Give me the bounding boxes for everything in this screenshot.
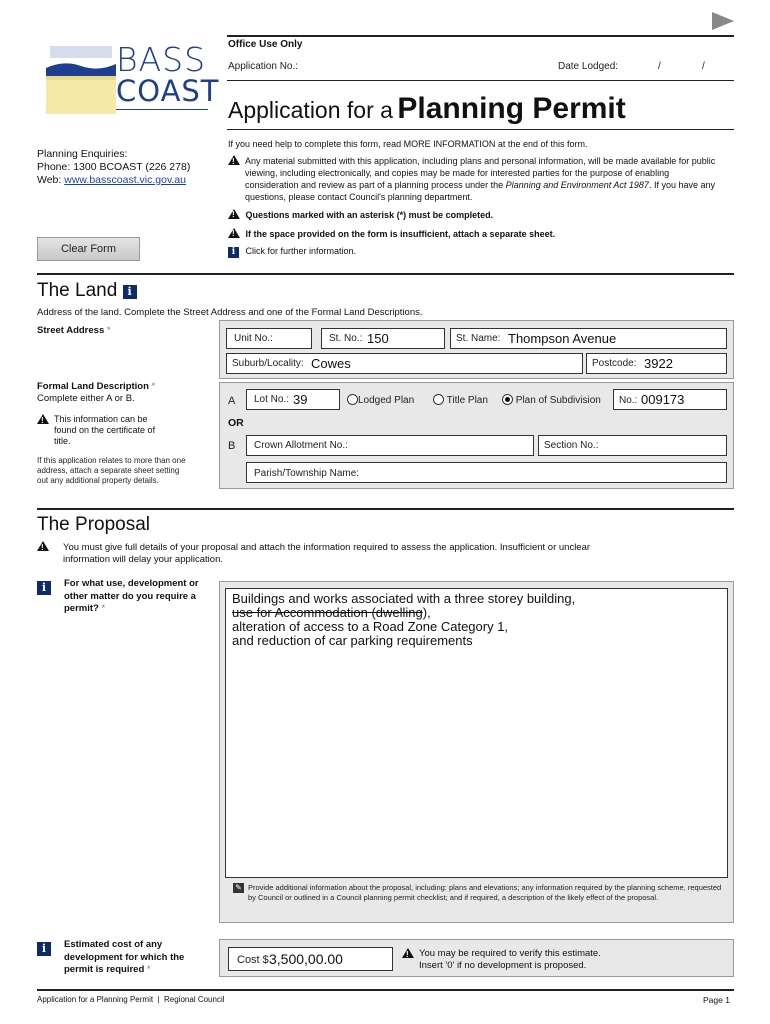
postcode-field[interactable] bbox=[586, 353, 727, 374]
lot-no-field[interactable] bbox=[246, 389, 340, 410]
radio-icon[interactable] bbox=[347, 394, 358, 405]
plan-no-label: No.: bbox=[619, 395, 638, 406]
title-main: Planning Permit bbox=[397, 92, 626, 125]
warning-icon bbox=[228, 228, 240, 238]
warning-icon bbox=[228, 155, 240, 165]
warning-icon bbox=[402, 948, 414, 958]
land-title-text: The Land bbox=[37, 280, 118, 301]
proposal-textarea[interactable] bbox=[225, 588, 728, 878]
plan-no-value: 009173 bbox=[641, 392, 685, 407]
privacy-text-end: . If you have any questions, please contact Council's planning department. bbox=[245, 180, 715, 202]
enquiries-phone: Phone: 1300 BCOAST (226 278) bbox=[37, 161, 191, 173]
date-separator: / bbox=[658, 61, 661, 72]
postcode-label: Postcode: bbox=[592, 358, 637, 369]
help-text: If you need help to complete this form, read MORE INFORMATION at the end of this form. bbox=[228, 139, 588, 149]
cost-field[interactable] bbox=[228, 947, 393, 971]
web-label: Web: bbox=[37, 174, 62, 186]
parish-label: Parish/Township Name: bbox=[254, 468, 360, 479]
suburb-field[interactable] bbox=[226, 353, 583, 374]
logo-emblem-icon bbox=[46, 42, 116, 114]
multiple-address-note: If this application relates to more than one address, attach a separate sheet setting out any additional property details. bbox=[37, 456, 186, 485]
postcode-value: 3922 bbox=[644, 356, 673, 371]
cost-question-text: Estimated cost of any development for which the permit is required bbox=[64, 939, 185, 975]
info-icon[interactable]: i bbox=[37, 581, 51, 595]
cost-label: Cost $ bbox=[237, 954, 269, 966]
use-question-text: For what use, development or other matter do you require a permit? bbox=[64, 578, 199, 614]
enquiries-heading: Planning Enquiries: bbox=[37, 148, 128, 160]
parish-township-field[interactable] bbox=[246, 462, 727, 483]
click-info-text: Click for further information. bbox=[245, 246, 357, 256]
radio-selected-icon[interactable] bbox=[502, 394, 513, 405]
logo-text-bass: BASS bbox=[116, 40, 207, 79]
asterisk-text: Questions marked with an asterisk (*) must be completed. bbox=[245, 210, 494, 220]
unit-no-field[interactable] bbox=[226, 328, 312, 349]
cost-value: 3,500,00.00 bbox=[269, 951, 343, 967]
title-prefix: Application for a bbox=[228, 97, 393, 123]
required-marker: * bbox=[106, 325, 111, 336]
radio-icon[interactable] bbox=[433, 394, 444, 405]
st-name-label: St. Name: bbox=[456, 333, 501, 344]
land-section-title bbox=[37, 280, 137, 302]
privacy-notice bbox=[228, 155, 728, 202]
office-use-title: Office Use Only bbox=[228, 39, 303, 50]
proposal-line-3: alteration of access to a Road Zone Category 1, bbox=[232, 619, 509, 634]
crown-allotment-field[interactable] bbox=[246, 435, 534, 456]
proposal-warning bbox=[37, 541, 637, 565]
street-name-field[interactable] bbox=[450, 328, 727, 349]
or-label: OR bbox=[228, 417, 244, 429]
required-marker: * bbox=[101, 603, 106, 614]
option-a-label: A bbox=[228, 395, 236, 407]
website-link[interactable]: www.basscoast.vic.gov.au bbox=[64, 174, 187, 186]
proposal-line-1: Buildings and works associated with a three storey building, bbox=[232, 591, 576, 606]
additional-info-text: Provide additional information about the proposal, including: plans and elevations; any information required by the planning scheme, requested by Council or outlined in a Council planning permit checklist; and if required, a description of the likely effect of the proposal. bbox=[248, 883, 722, 902]
verify-note bbox=[402, 948, 601, 971]
info-icon[interactable]: i bbox=[228, 247, 239, 258]
street-label-text: Street Address bbox=[37, 325, 105, 336]
suburb-value: Cowes bbox=[311, 356, 351, 371]
formal-label-text: Formal Land Description bbox=[37, 381, 149, 392]
land-description: Address of the land. Complete the Street Address and one of the Formal Land Descriptions. bbox=[37, 307, 423, 318]
act-name: Planning and Environment Act 1987 bbox=[505, 180, 649, 190]
warning-icon bbox=[37, 541, 49, 551]
warning-icon bbox=[37, 414, 49, 424]
asterisk-notice bbox=[228, 209, 493, 220]
space-text: If the space provided on the form is insufficient, attach a separate sheet. bbox=[245, 229, 556, 239]
lodged-plan-label: Lodged Plan bbox=[358, 395, 415, 406]
clear-form-button[interactable]: Clear Form bbox=[37, 237, 140, 261]
logo-text-coast: COAST bbox=[116, 74, 220, 108]
verify-text-2: Insert '0' if no development is proposed. bbox=[419, 960, 587, 971]
date-lodged-label: Date Lodged: bbox=[558, 61, 619, 72]
st-no-value: 150 bbox=[367, 331, 389, 346]
certificate-note-text: This information can be found on the certificate of title. bbox=[54, 414, 156, 446]
bass-coast-logo bbox=[38, 38, 220, 118]
unit-label: Unit No.: bbox=[234, 333, 273, 344]
certificate-note bbox=[37, 414, 167, 446]
lodged-plan-radio[interactable] bbox=[347, 394, 414, 406]
street-address-label bbox=[37, 325, 111, 336]
title-plan-radio[interactable] bbox=[433, 394, 488, 406]
section-label: Section No.: bbox=[544, 440, 599, 451]
privacy-text: Any material submitted with this application, including plans and personal information, will be made available for public viewing, including electronically, and copies may be made for interested parties for the purpose of enabling consideration and review as part of a planning process under the bbox=[245, 156, 716, 190]
application-no-label: Application No.: bbox=[228, 61, 299, 72]
info-notice[interactable] bbox=[228, 246, 356, 258]
info-icon[interactable]: i bbox=[123, 285, 137, 299]
proposal-line-2-struck: use for Accommodation (dwelling bbox=[232, 605, 423, 620]
next-page-icon[interactable] bbox=[712, 12, 734, 30]
plan-of-subdivision-radio[interactable] bbox=[502, 394, 601, 406]
date-separator: / bbox=[702, 61, 705, 72]
proposal-line-2-end: ), bbox=[422, 605, 431, 620]
space-notice bbox=[228, 228, 555, 239]
proposal-line-4: and reduction of car parking requirements bbox=[232, 633, 473, 648]
required-marker: * bbox=[146, 964, 151, 975]
title-plan-label: Title Plan bbox=[446, 395, 488, 406]
option-b-label: B bbox=[228, 440, 236, 452]
section-no-field[interactable] bbox=[538, 435, 727, 456]
lot-label: Lot No.: bbox=[254, 394, 290, 405]
planning-enquiries bbox=[37, 148, 190, 187]
suburb-label: Suburb/Locality: bbox=[232, 358, 304, 369]
proposal-warning-text: You must give full details of your proposal and attach the information required to assess the application. Insufficient or unclear information will delay your application. bbox=[63, 542, 591, 565]
crown-label: Crown Allotment No.: bbox=[254, 440, 348, 451]
pencil-icon: ✎ bbox=[233, 883, 244, 893]
st-name-value: Thompson Avenue bbox=[508, 331, 617, 346]
plan-no-field[interactable] bbox=[613, 389, 727, 410]
st-no-label: St. No.: bbox=[329, 333, 363, 344]
warning-icon bbox=[228, 209, 240, 219]
subdivision-label: Plan of Subdivision bbox=[515, 395, 601, 406]
proposal-section-title: The Proposal bbox=[37, 514, 151, 535]
footer-page-number: Page 1 bbox=[703, 995, 730, 1005]
lot-value: 39 bbox=[293, 392, 308, 407]
verify-text-1: You may be required to verify this estimate. bbox=[419, 948, 601, 959]
footer-left: Application for a Planning Permit | Regional Council bbox=[37, 995, 225, 1004]
required-marker: * bbox=[151, 381, 156, 392]
complete-either-text: Complete either A or B. bbox=[37, 393, 135, 404]
info-icon[interactable]: i bbox=[37, 942, 51, 956]
page-title bbox=[228, 92, 626, 126]
formal-land-label bbox=[37, 381, 155, 405]
street-no-field[interactable] bbox=[321, 328, 445, 349]
